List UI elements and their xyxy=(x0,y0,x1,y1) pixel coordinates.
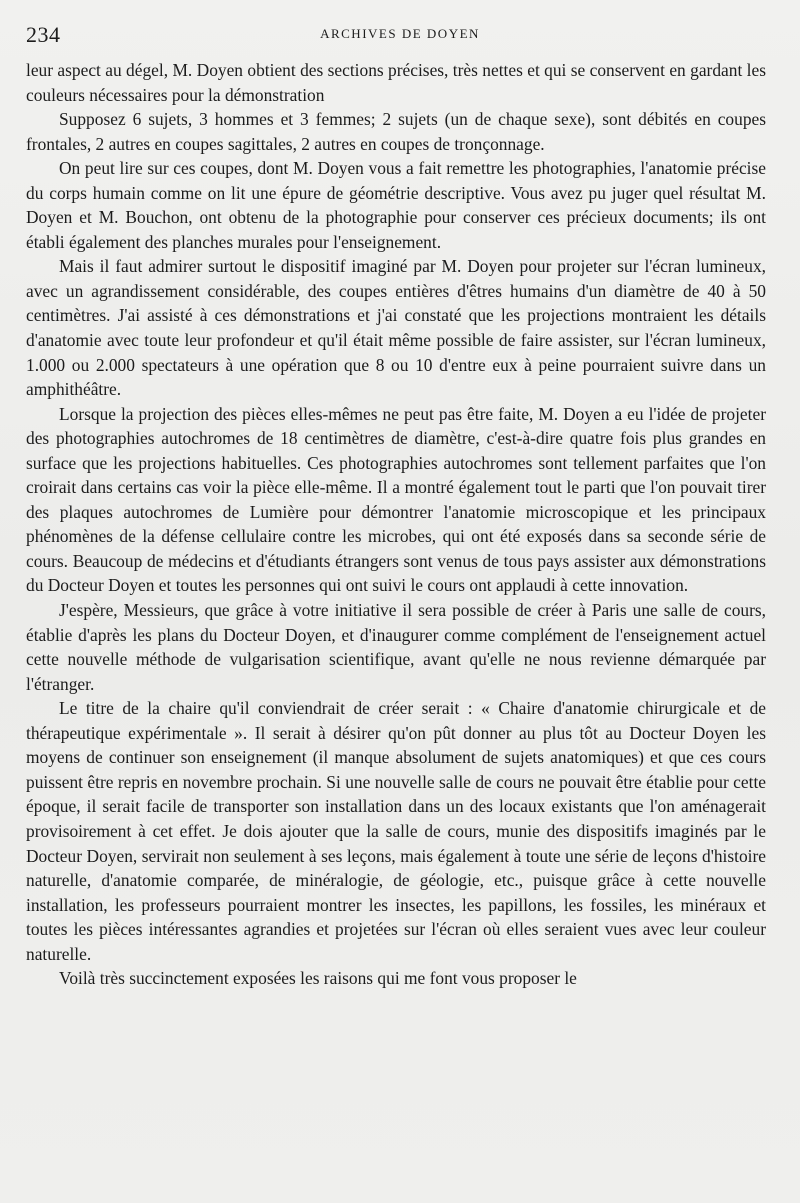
page-number: 234 xyxy=(26,22,61,47)
paragraph-continued: leur aspect au dégel, M. Doyen obtient des sections précises, très nettes et qui se conservent en gardant les couleurs nécessaires pour la démonstration xyxy=(26,60,766,105)
running-title: ARCHIVES DE DOYEN xyxy=(320,26,480,41)
paragraph: On peut lire sur ces coupes, dont M. Doyen vous a fait remettre les photographies, l'anatomie précise du corps humain comme on lit une épure de géométrie descriptive. Vous avez pu juger quel résultat M. Doyen et M. Bouchon, ont obtenu de la photographie pour conserver ces précieux documents; ils ont établi également des planches murales pour l'enseignement. xyxy=(26,158,766,252)
paragraph: Supposez 6 sujets, 3 hommes et 3 femmes; 2 sujets (un de chaque sexe), sont débités en coupes frontales, 2 autres en coupes sagittales, 2 autres en coupes de tronçonnage. xyxy=(26,109,766,154)
paragraph: J'espère, Messieurs, que grâce à votre initiative il sera possible de créer à Paris une salle de cours, établie d'après les plans du Docteur Doyen, et d'inaugurer comme complément de l'enseignement actuel cette nouvelle méthode de vulgarisation scientifique, avant qu'elle ne nous revienne démarquée par l'étranger. xyxy=(26,600,766,694)
paragraph: Le titre de la chaire qu'il conviendrait de créer serait : « Chaire d'anatomie chirurgicale et de thérapeutique expérimentale ». Il serait à désirer qu'on pût donner au plus tôt au Docteur Doyen les moyens de continuer son enseignement (il manque absolument de sujets anatomiques) et que ces cours puissent être repris en novembre prochain. Si une nouvelle salle de cours ne pouvait être établie pour cette époque, il serait facile de transporter son installation dans un des locaux existants que l'on aménagerait provisoirement à cet effet. Je dois ajouter que la salle de cours, munie des dispositifs imaginés par le Docteur Doyen, servirait non seulement à ses leçons, mais également à toute une série de leçons d'histoire naturelle, d'anatomie comparée, de minéralogie, de géologie, etc., puisque grâce à cette nouvelle installation, les professeurs pourraient montrer les insectes, les papillons, les fossiles, les minéraux et toutes les pièces intéressantes agrandies et projetées sur l'écran où elles seraient vues avec leur couleur naturelle. xyxy=(26,698,766,964)
paragraph: Voilà très succinctement exposées les raisons qui me font vous proposer le xyxy=(59,968,577,989)
body-text xyxy=(26,58,766,991)
paragraph: Lorsque la projection des pièces elles-mêmes ne peut pas être faite, M. Doyen a eu l'idée de projeter des photographies autochromes de 18 centimètres de diamètre, c'est-à-dire quatre fois plus grandes en surface que les projections habituelles. Ces photographies autochromes sont tellement parfaites que l'on croirait dans certains cas voir la pièce elle-même. Il a montré également tout le parti que l'on pouvait tirer des plaques autochromes de Lumière pour démontrer l'anatomie microscopique et les principaux phénomènes de la défense cellulaire contre les microbes, qui ont été exposés dans sa seconde série de cours. Beaucoup de médecins et d'étudiants étrangers sont venus de tous pays assister aux démonstrations du Docteur Doyen et toutes les personnes qui ont suivi le cours ont applaudi à cette innovation. xyxy=(26,403,766,596)
paragraph: Mais il faut admirer surtout le dispositif imaginé par M. Doyen pour projeter sur l'écran lumineux, avec un agrandissement considérable, des coupes entières d'êtres humains d'un diamètre de 40 à 50 centimètres. J'ai assisté à ces démonstrations et j'ai constaté que les projections montraient les détails d'anatomie avec toute leur profondeur et qu'il était même possible de faire assister, sur l'écran lumineux, 1.000 ou 2.000 spectateurs à une opération que 8 ou 10 d'entre eux à peine pourraient suivre dans un amphithéâtre. xyxy=(26,256,766,400)
page-header xyxy=(26,22,774,50)
